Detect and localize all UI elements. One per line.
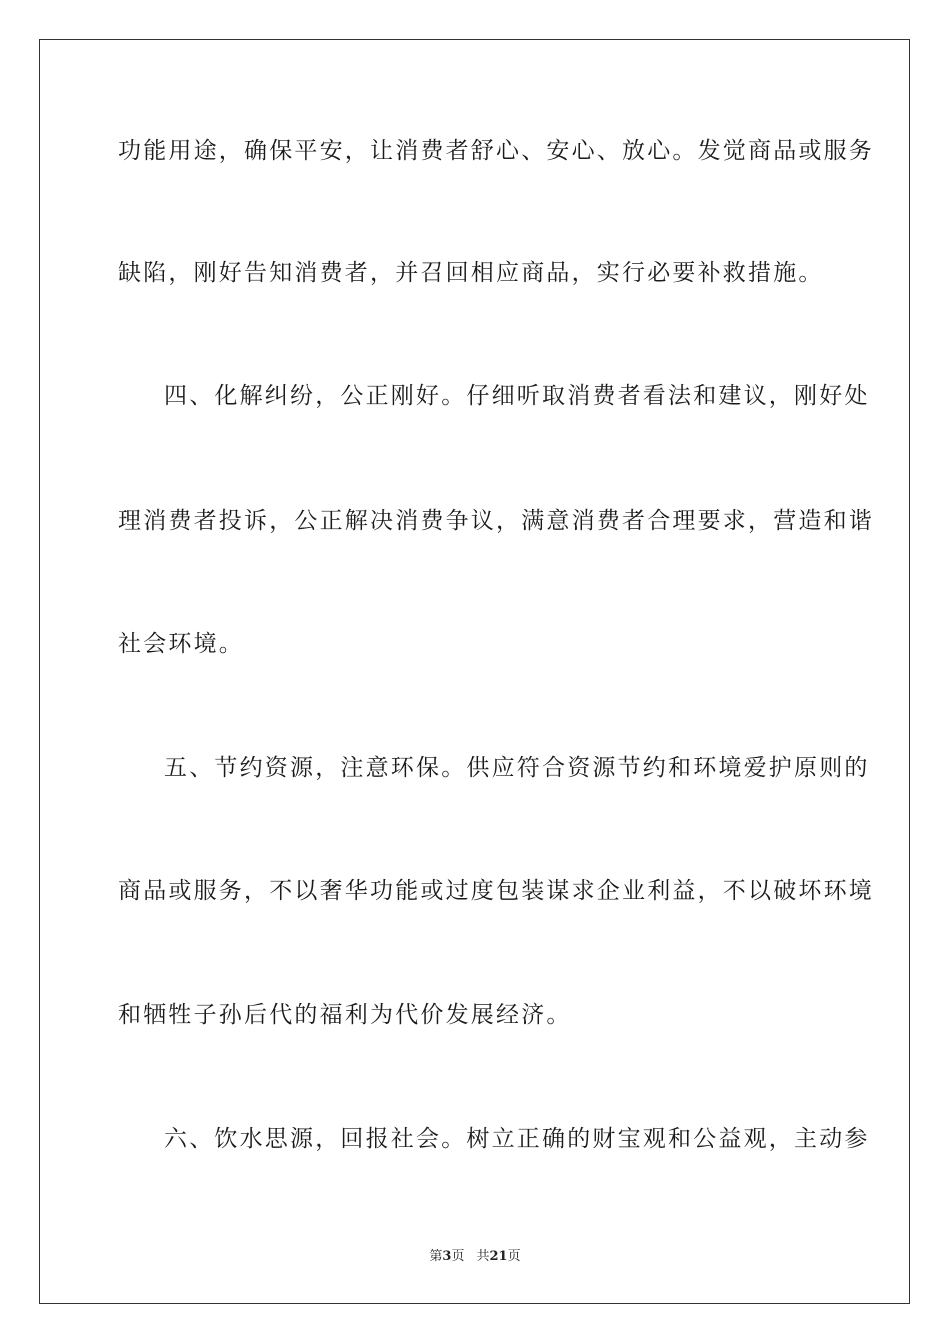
page-prefix: 第 — [429, 1249, 443, 1264]
text-line: 五、节约资源，注意环保。供应符合资源节约和环境爱护原则的 — [164, 755, 870, 781]
text-line: 功能用途，确保平安，让消费者舒心、安心、放心。发觉商品或服务 — [118, 138, 874, 164]
text-line: 社会环境。 — [118, 631, 244, 657]
text-line: 六、饮水思源，回报社会。树立正确的财宝观和公益观，主动参 — [164, 1126, 870, 1152]
page-suffix: 页 — [451, 1249, 465, 1264]
total-prefix: 共 — [476, 1249, 490, 1264]
text-line: 四、化解纠纷，公正刚好。仔细听取消费者看法和建议，刚好处 — [164, 383, 870, 409]
page-number: 3 — [442, 1249, 452, 1264]
total-pages: 21 — [489, 1249, 508, 1264]
total-suffix: 页 — [507, 1249, 521, 1264]
text-line: 理消费者投诉，公正解决消费争议，满意消费者合理要求，营造和谐 — [118, 508, 874, 534]
text-line: 商品或服务，不以奢华功能或过度包装谋求企业利益，不以破坏环境 — [118, 878, 874, 904]
text-line: 缺陷，刚好告知消费者，并召回相应商品，实行必要补救措施。 — [118, 260, 824, 286]
page-border — [39, 39, 910, 1304]
text-line: 和牺牲子孙后代的福利为代价发展经济。 — [118, 1002, 572, 1028]
page-footer — [0, 1249, 950, 1265]
